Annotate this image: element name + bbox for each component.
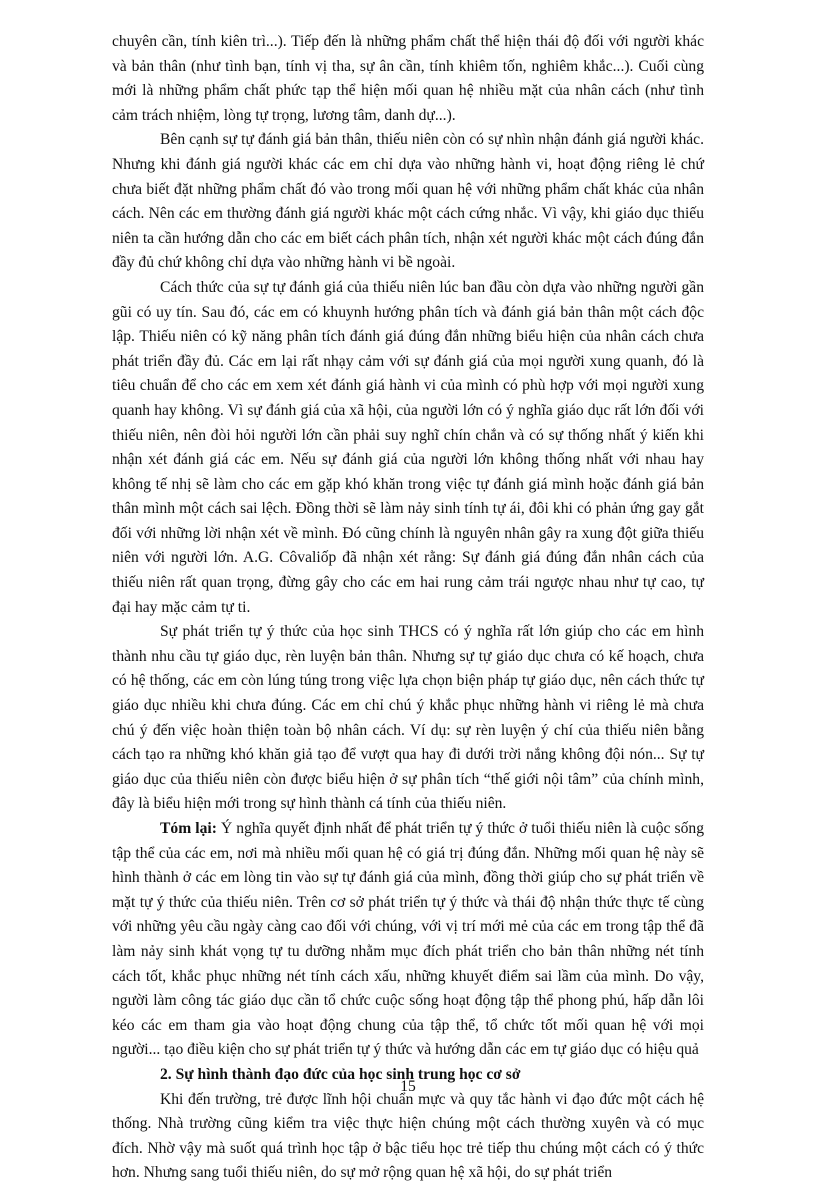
paragraph-summary: [112, 817, 704, 1063]
summary-text: Ý nghĩa quyết định nhất để phát triển tự ý thức ở tuổi thiếu niên là cuộc sống tập thể của các em, nơi mà nhiều mối quan hệ có giá trị đúng đắn. Những mối quan hệ này sẽ hình thành ở các em lòng tin vào sự tự đánh giá của mình, đồng thời giúp cho sự phát triển về mặt tự ý thức của thiếu niên. Trên cơ sở phát triển tự ý thức và thái độ nhận thức thực tế cùng với những yêu cầu ngày càng cao đối với chúng, với vị trí mới mẻ của các em trong tập thể đã làm nảy sinh khát vọng tự tu dưỡng nhằm mục đích phát triển cho bản thân những nét tính cách tốt, khắc phục những nét tính cách xấu, những khuyết điểm sai lầm của mình. Do vậy, người làm công tác giáo dục cần tổ chức cuộc sống hoạt động tập thể phong phú, hấp dẫn lôi kéo các em tham gia vào hoạt động chung của tập thể, tổ chức tốt mối quan hệ với mọi người... tạo điều kiện cho sự phát triển tự ý thức và hướng dẫn các em tự giáo dục có hiệu quả: [112, 820, 704, 1059]
paragraph-evaluating-others: Bên cạnh sự tự đánh giá bản thân, thiếu niên còn có sự nhìn nhận đánh giá người khác. Nhưng khi đánh giá người khác các em chỉ dựa vào những hành vi, hoạt động riêng lẻ chứ chưa biết đặt những phẩm chất đó vào trong mối quan hệ với những phẩm chất khác của nhân cách. Nên các em thường đánh giá người khác một cách cứng nhắc. Vì vậy, khi giáo dục thiếu niên ta cần hướng dẫn cho các em biết cách phân tích, nhận xét người khác một cách đúng đắn đầy đủ chứ không chỉ dựa vào những hành vi bề ngoài.: [112, 131, 704, 272]
summary-lead: Tóm lại:: [160, 820, 217, 837]
paragraph-self-awareness-development: Sự phát triển tự ý thức của học sinh THCS có ý nghĩa rất lớn giúp cho các em hình thành nhu cầu tự giáo dục, rèn luyện bản thân. Nhưng sự tự giáo dục chưa có kế hoạch, chưa có hệ thống, các em còn lúng túng trong việc lựa chọn biện pháp tự giáo dục, nên cách thức tự giáo dục nhiều khi chưa đúng. Các em chỉ chú ý khắc phục những hành vi riêng lẻ mà chưa chú ý đến việc hoàn thiện toàn bộ nhân cách. Ví dụ: sự rèn luyện ý chí của thiếu niên bằng cách tạo ra những khó khăn giả tạo để vượt qua hay đi dưới trời nắng không đội nón... Sự tự giáo dục của thiếu niên còn được biểu hiện ở sự phân tích “thế giới nội tâm” của chính mình, đây là biểu hiện mới trong sự hình thành cá tính của thiếu niên.: [112, 623, 704, 813]
section-heading: 2. Sự hình thành đạo đức của học sinh trung học cơ sở: [160, 1065, 521, 1083]
page-number: 15: [400, 1078, 416, 1095]
paragraph-continuation: chuyên cần, tính kiên trì...). Tiếp đến là những phẩm chất thể hiện thái độ đối với người khác và bản thân (như tình bạn, tính vị tha, sự ân cần, tính khiêm tốn, nghiêm khắc...). Cuối cùng mới là những phẩm chất phức tạp thể hiện mối quan hệ nhiều mặt của nhân cách (như tình cảm trách nhiệm, lòng tự trọng, lương tâm, danh dự...).: [112, 33, 704, 124]
paragraph-self-evaluation-method: Cách thức của sự tự đánh giá của thiếu niên lúc ban đầu còn dựa vào những người gần gũi có uy tín. Sau đó, các em có khuynh hướng phân tích và đánh giá bản thân một cách độc lập. Thiếu niên có kỹ năng phân tích đánh giá đúng đắn những biểu hiện của nhân cách chưa phát triển đầy đủ. Các em lại rất nhạy cảm với sự đánh giá của mọi người xung quanh, đó là tiêu chuẩn để cho các em xem xét đánh giá hành vi của mình có phù hợp với mọi người xung quanh hay không. Vì sự đánh giá của xã hội, của người lớn có ý nghĩa giáo dục rất lớn đối với thiếu niên, nên đòi hỏi người lớn cần phải suy nghĩ chín chắn và có sự thống nhất ý kiến khi nhận xét đánh giá các em. Nếu sự đánh giá của người lớn không thống nhất với nhau hay không tế nhị sẽ làm cho các em gặp khó khăn trong việc tự đánh giá mình hoặc đánh giá bản thân mình một cách sai lệch. Đồng thời sẽ làm nảy sinh tính tự ái, đôi khi có phản ứng gay gắt đối với những lời nhận xét về mình. Đó cũng chính là nguyên nhân gây ra xung đột giữa thiếu niên với người lớn. A.G. Côvaliốp đã nhận xét rằng: Sự đánh giá đúng đắn nhân cách của thiếu niên rất quan trọng, đừng gây cho các em hai rung cảm trái ngược nhau như tự cao, tự đại hay mặc cảm tự ti.: [112, 278, 704, 616]
paragraph-moral-formation: Khi đến trường, trẻ được lĩnh hội chuẩn mực và quy tắc hành vi đạo đức một cách hệ thống. Nhà trường cũng kiểm tra việc thực hiện chúng một cách thường xuyên và có mục đích. Nhờ vậy mà suốt quá trình học tập ở bậc tiểu học trẻ tiếp thu chúng một cách có ý thức hơn. Nhưng sang tuổi thiếu niên, do sự mở rộng quan hệ xã hội, do sự phát triển: [112, 1090, 704, 1182]
page-body: [112, 30, 704, 1186]
